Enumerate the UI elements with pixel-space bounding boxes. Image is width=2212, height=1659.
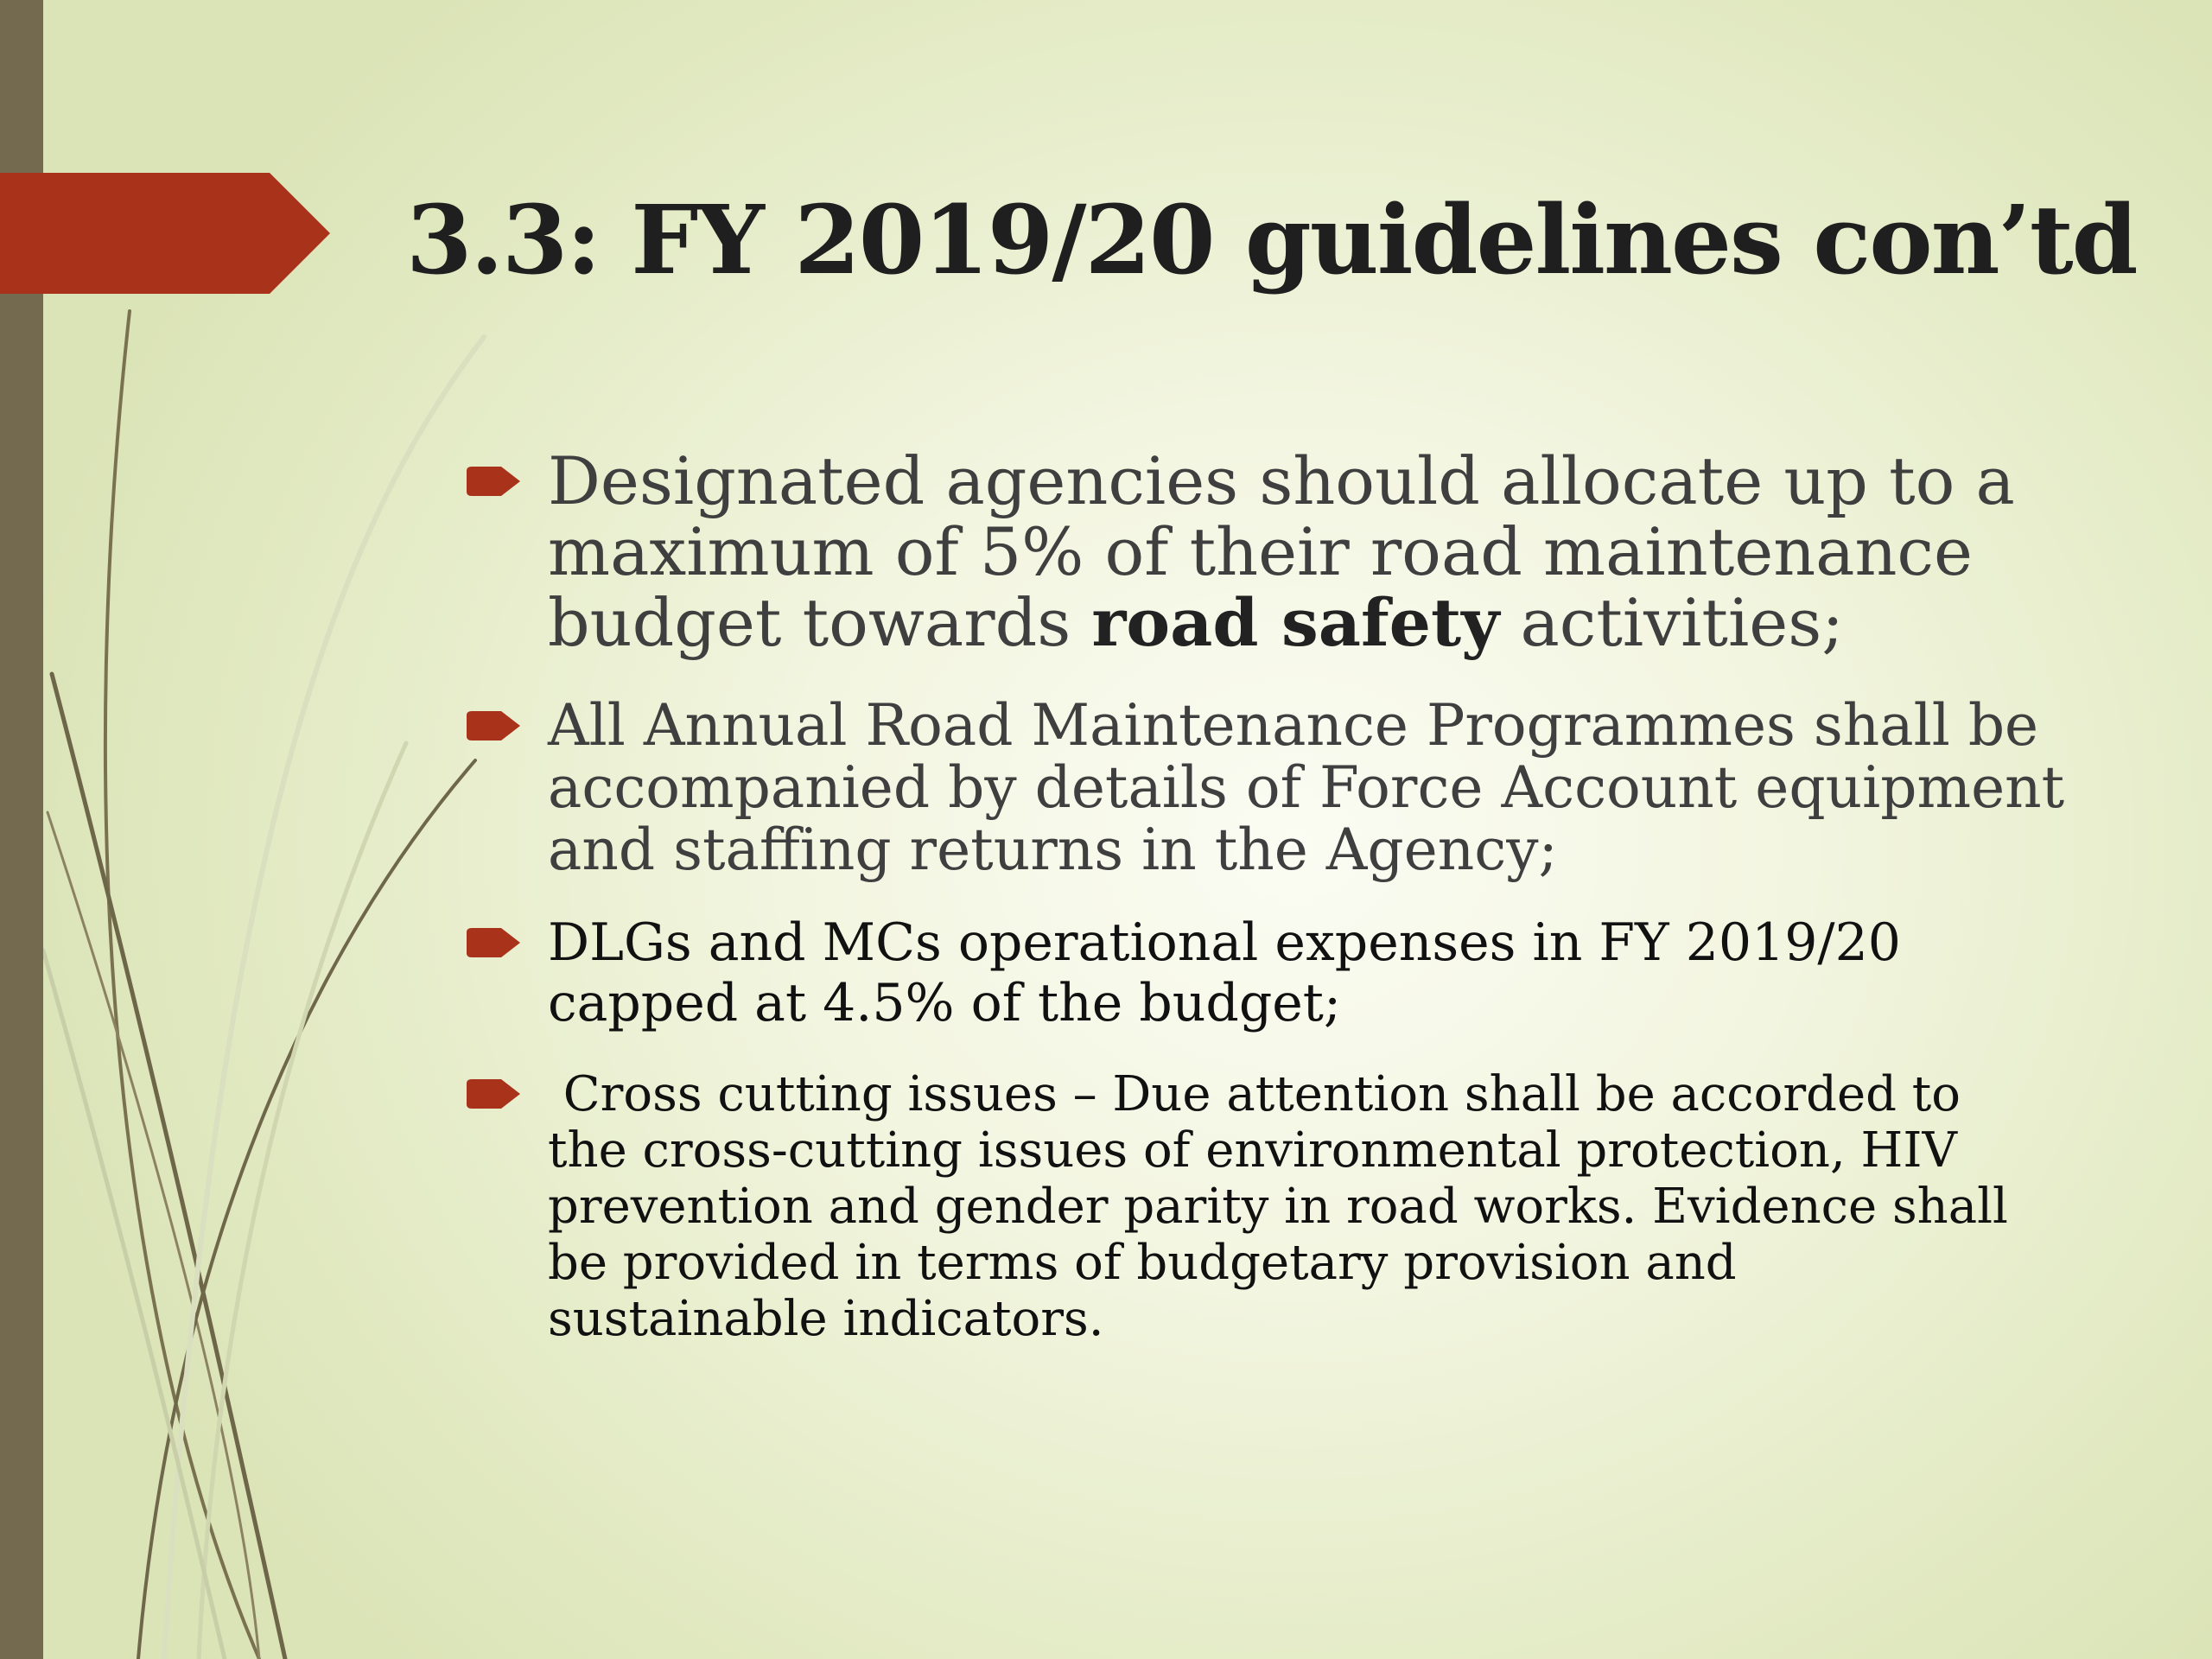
text-segment: activities;	[1499, 584, 1844, 661]
bullet-item-road-safety	[467, 442, 2048, 661]
bullet-line: sustainable indicators.	[548, 1291, 1104, 1347]
arrow-right-icon	[467, 928, 520, 957]
bullet-line: All Annual Road Maintenance Programmes shall be	[548, 692, 2039, 759]
title-arrow-banner	[0, 173, 330, 294]
bullet-line: capped at 4.5% of the budget;	[548, 973, 1342, 1033]
bullet-item-operational-expenses	[467, 912, 2048, 1033]
arrow-right-icon	[467, 467, 520, 496]
bullet-item-force-account	[467, 692, 2065, 883]
bullet-line: be provided in terms of budgetary provision and	[548, 1235, 1737, 1291]
bullet-line: DLGs and MCs operational expenses in FY 2019/20	[548, 912, 1901, 973]
bullet-line: the cross-cutting issues of environmental protection, HIV	[548, 1122, 1957, 1179]
bullet-line: Designated agencies should allocate up to a	[548, 442, 2015, 519]
bullet-line: Cross cutting issues – Due attention shall be accorded to	[548, 1066, 1961, 1122]
arrow-right-icon	[467, 1079, 520, 1109]
arrow-right-icon	[467, 711, 520, 741]
bullet-list	[467, 442, 2065, 1347]
bold-emphasis: road safety	[1091, 584, 1500, 661]
bullet-line: prevention and gender parity in road works. Evidence shall	[548, 1179, 2008, 1235]
text-segment: budget towards	[548, 584, 1092, 661]
slide-title: 3.3: FY 2019/20 guidelines con’td	[406, 184, 2137, 296]
bullet-line: accompanied by details of Force Account equipment	[548, 754, 2065, 821]
bullet-item-cross-cutting	[467, 1066, 2048, 1347]
bullet-line: maximum of 5% of their road maintenance	[548, 513, 1973, 590]
bullet-line	[548, 584, 2048, 661]
bullet-line: and staffing returns in the Agency;	[548, 817, 1558, 883]
